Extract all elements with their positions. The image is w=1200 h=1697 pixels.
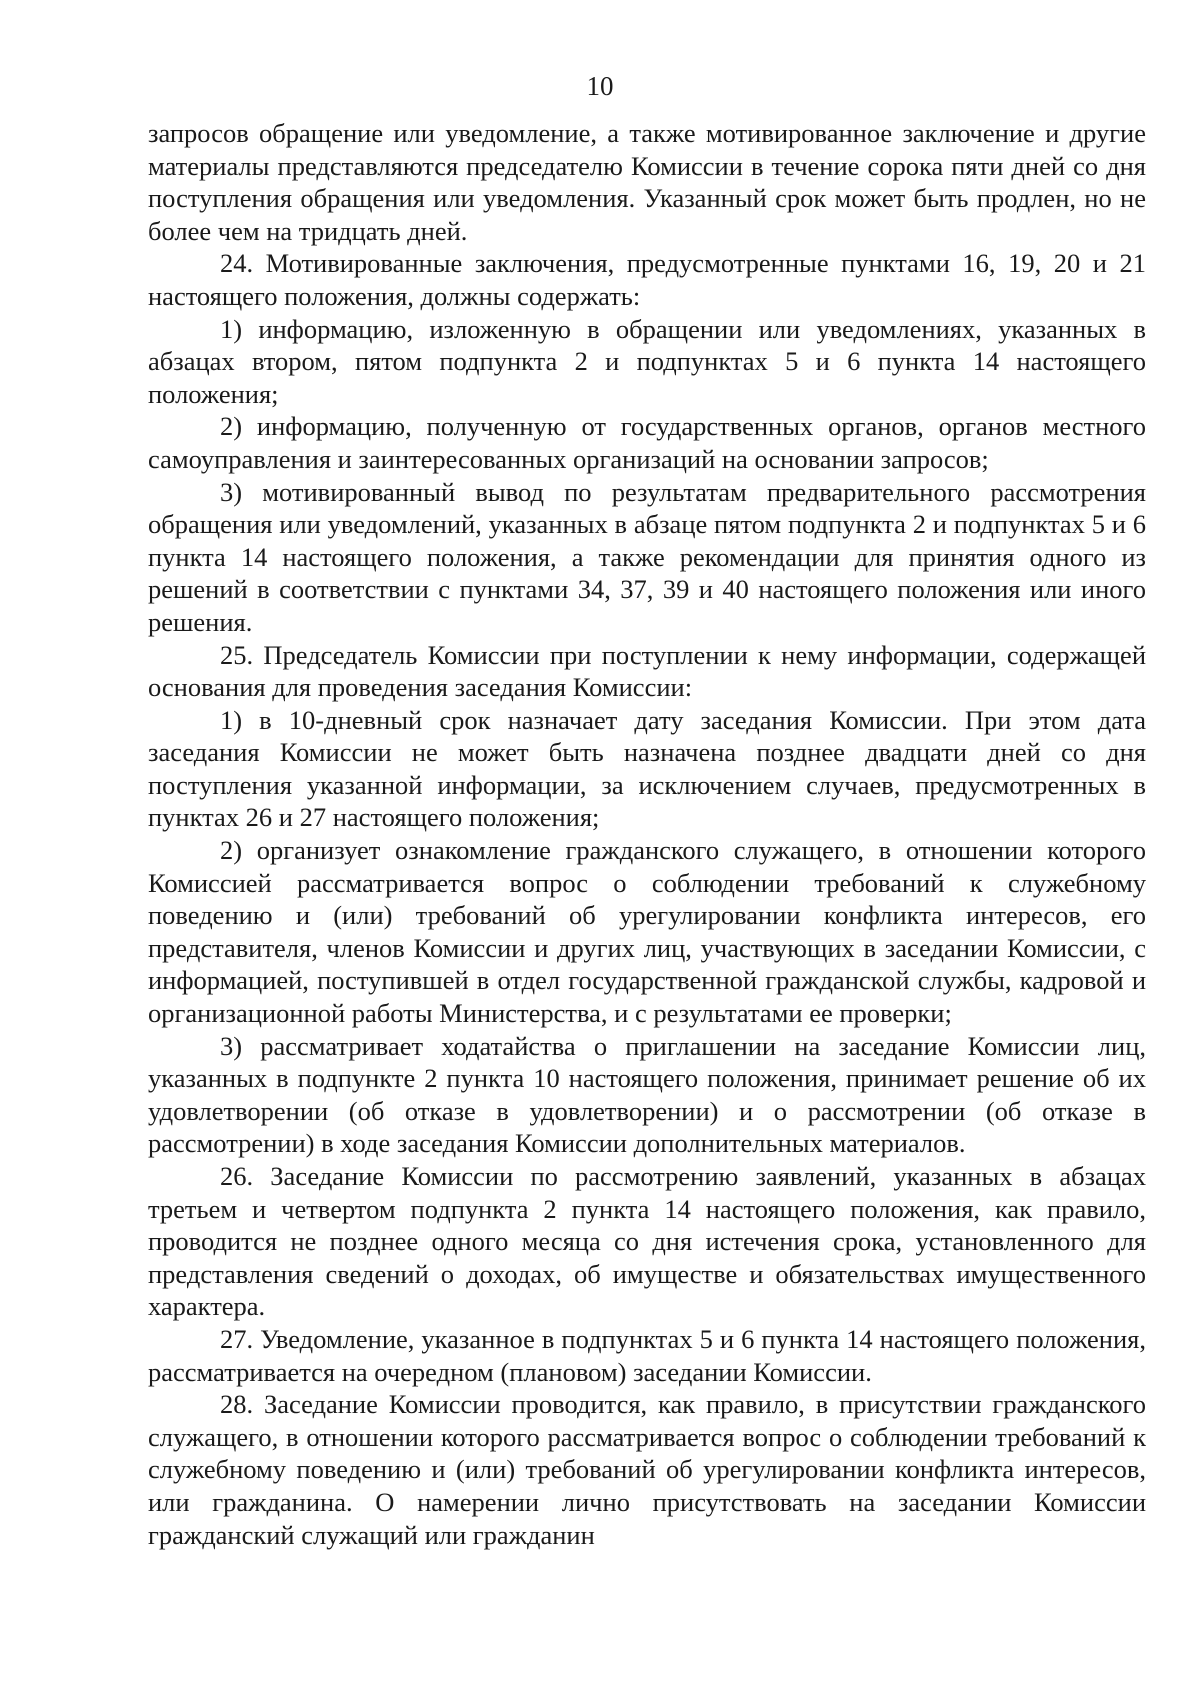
paragraph-25-item-1: 1) в 10-дневный срок назначает дату заседания Комиссии. При этом дата заседания Комиссии не может быть назначена позднее двадцати дней со дня поступления указанной информации, за исключением случаев, предусмотренных в пунктах 26 и 27 настоящего положения; (148, 704, 1146, 833)
paragraph-25: 25. Председатель Комиссии при поступлении к нему информации, содержащей основания для проведения заседания Комиссии: (148, 639, 1146, 703)
paragraph-24-item-3: 3) мотивированный вывод по результатам предварительного рассмотрения обращения или уведомлений, указанных в абзаце пятом подпункта 2 и подпунктах 5 и 6 пункта 14 настоящего положения, а также рекомендации для принятия одного из решений в соответствии с пунктами 34, 37, 39 и 40 настоящего положения или иного решения. (148, 476, 1146, 637)
page-number: 10 (586, 71, 614, 101)
paragraph-25-item-3: 3) рассматривает ходатайства о приглашении на заседание Комиссии лиц, указанных в подпункте 2 пункта 10 настоящего положения, принимает решение об их удовлетворении (об отказе в удовлетворении) и о рассмотрении (об отказе в рассмотрении) в ходе заседания Комиссии дополнительных материалов. (148, 1030, 1146, 1159)
paragraph-24-item-2: 2) информацию, полученную от государственных органов, органов местного самоуправления и заинтересованных организаций на основании запросов; (148, 411, 1146, 474)
paragraph-26: 26. Заседание Комиссии по рассмотрению заявлений, указанных в абзацах третьем и четвертом подпункта 2 пункта 14 настоящего положения, как правило, проводится не позднее одного месяца со дня истечения срока, установленного для представления сведений о доходах, об имуществе и обязательствах имущественного характера. (148, 1161, 1146, 1322)
paragraph-27: 27. Уведомление, указанное в подпунктах 5 и 6 пункта 14 настоящего положения, рассматривается на очередном (плановом) заседании Комиссии. (148, 1323, 1146, 1387)
paragraph-continuation: запросов обращение или уведомление, а также мотивированное заключение и другие материалы представляются председателю Комиссии в течение сорока пяти дней со дня поступления обращения или уведомления. Указанный срок может быть продлен, но не более чем на тридцать дней. (148, 118, 1146, 246)
document-body (148, 117, 1146, 1551)
paragraph-24: 24. Мотивированные заключения, предусмотренные пунктами 16, 19, 20 и 21 настоящего положения, должны содержать: (148, 248, 1146, 311)
paragraph-25-item-2: 2) организует ознакомление гражданского служащего, в отношении которого Комиссией рассматривается вопрос о соблюдении требований к служебному поведению и (или) требований об урегулировании конфликта интересов, его представителя, членов Комиссии и других лиц, участвующих в заседании Комиссии, с информацией, поступившей в отдел государственной гражданской службы, кадровой и организационной работы Министерства, и с результатами ее проверки; (148, 835, 1146, 1029)
paragraph-24-item-1: 1) информацию, изложенную в обращении или уведомлениях, указанных в абзацах втором, пятом подпункта 2 и подпунктах 5 и 6 пункта 14 настоящего положения; (148, 313, 1146, 409)
paragraph-28: 28. Заседание Комиссии проводится, как правило, в присутствии гражданского служащего, в отношении которого рассматривается вопрос о соблюдении требований к служебному поведению и (или) требований об урегулировании конфликта интересов, или гражданина. О намерении лично присутствовать на заседании Комиссии гражданский служащий или гражданин (148, 1389, 1146, 1550)
